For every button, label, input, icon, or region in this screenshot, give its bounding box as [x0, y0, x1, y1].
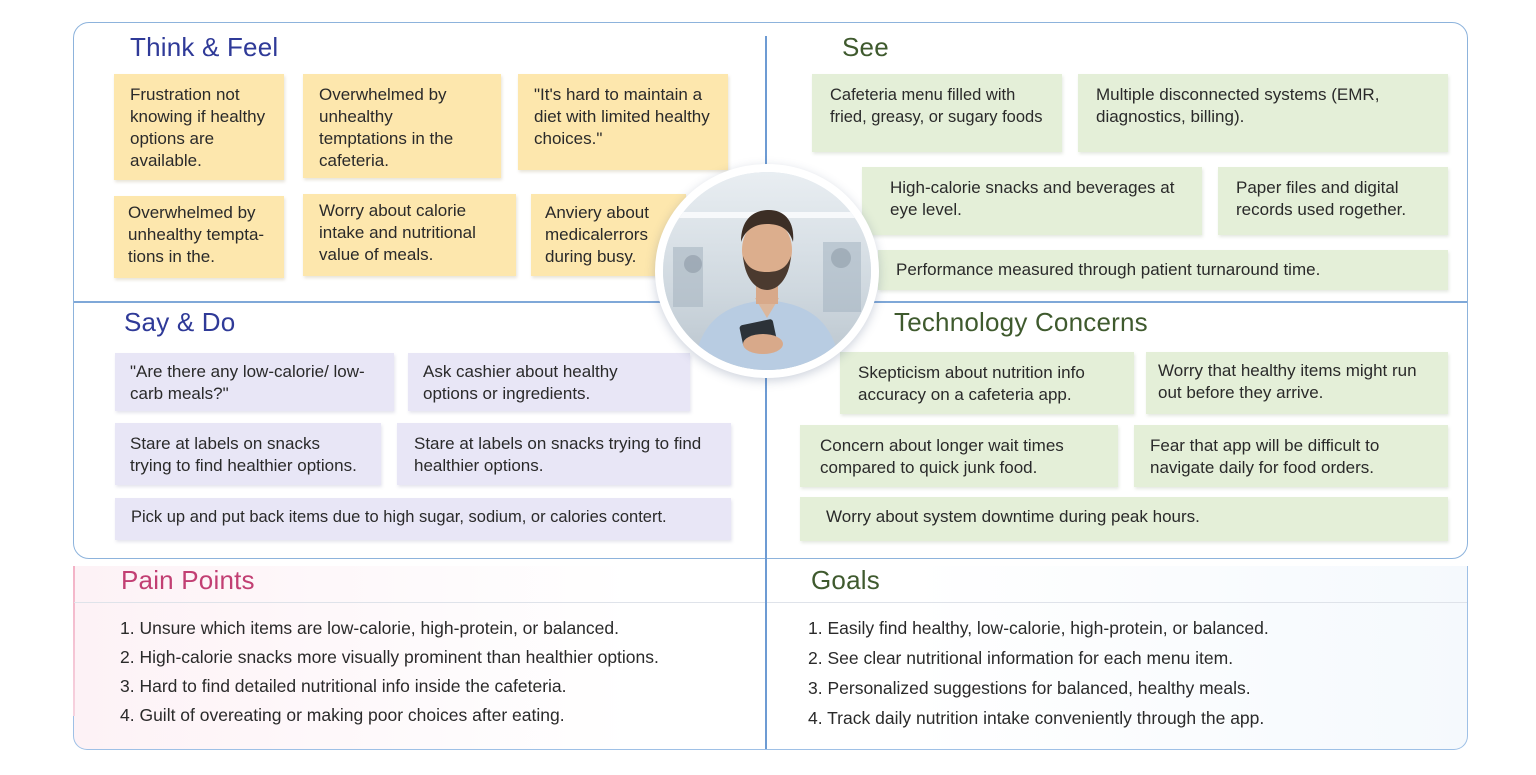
tech-note: Concern about longer wait times compared to quick junk food. — [800, 425, 1118, 487]
tech-note: Worry that healthy items might run out before they arrive. — [1146, 352, 1448, 414]
persona-photo — [663, 172, 871, 370]
pain-points-title: Pain Points — [121, 565, 255, 595]
see-note: Paper files and digital records used rogether. — [1218, 167, 1448, 235]
persona-avatar — [655, 164, 879, 378]
tech-note: Skepticism about nutrition info accuracy on a cafeteria app. — [840, 352, 1134, 414]
say-note: Pick up and put back items due to high sugar, sodium, or calories contert. — [115, 498, 731, 540]
say-note: Ask cashier about healthy options or ingredients. — [408, 353, 690, 411]
think-note: Overwhelmed by unhealthy temptations in the cafeteria. — [303, 74, 501, 178]
goal-item: 1. Easily find healthy, low-calorie, high-protein, or balanced. — [808, 618, 1269, 638]
think-note: Anviery about medicalerrors during busy. — [531, 194, 686, 276]
tech-concerns-title: Technology Concerns — [894, 307, 1148, 337]
say-note: Stare at labels on snacks trying to find healthier options. — [397, 423, 731, 485]
say-note: Stare at labels on snacks trying to find healthier options. — [115, 423, 381, 485]
see-note: High-calorie snacks and beverages at eye level. — [862, 167, 1202, 235]
see-note: Multiple disconnected systems (EMR, diagnostics, billing). — [1078, 74, 1448, 152]
vertical-divider — [765, 36, 767, 749]
pain-point-item: 3. Hard to find detailed nutritional info inside the cafeteria. — [120, 676, 567, 696]
think-note: Frustration not knowing if healthy options are available. — [114, 74, 284, 180]
goal-item: 2. See clear nutritional information for each menu item. — [808, 648, 1234, 668]
see-note: Cafeteria menu filled with fried, greasy, or sugary foods — [812, 74, 1062, 152]
think-note: Overwhelmed by unhealthy tempta-tions in the. — [114, 196, 284, 278]
goal-item: 3. Personalized suggestions for balanced, healthy meals. — [808, 678, 1251, 698]
goals-title: Goals — [811, 565, 880, 595]
think-feel-title: Think & Feel — [130, 32, 279, 62]
pain-accent-line — [73, 566, 75, 716]
man-holding-phone-image — [663, 172, 871, 370]
say-note: "Are there any low-calorie/ low-carb meals?" — [115, 353, 394, 411]
pain-point-item: 4. Guilt of overeating or making poor choices after eating. — [120, 705, 565, 725]
pain-point-item: 2. High-calorie snacks more visually prominent than healthier options. — [120, 647, 659, 667]
tech-note: Fear that app will be difficult to navigate daily for food orders. — [1134, 425, 1448, 487]
pain-points-list — [120, 617, 659, 733]
think-note: "It's hard to maintain a diet with limited healthy choices." — [518, 74, 728, 170]
see-note: Performance measured through patient turnaround time. — [878, 250, 1448, 290]
tech-note: Worry about system downtime during peak hours. — [800, 497, 1448, 541]
bottom-title-divider — [74, 602, 1467, 603]
see-title: See — [842, 32, 889, 62]
goal-item: 4. Track daily nutrition intake conveniently through the app. — [808, 708, 1265, 728]
say-do-title: Say & Do — [124, 307, 236, 337]
goals-list — [808, 617, 1269, 737]
pain-point-item: 1. Unsure which items are low-calorie, high-protein, or balanced. — [120, 618, 619, 638]
think-note: Worry about calorie intake and nutritional value of meals. — [303, 194, 516, 276]
